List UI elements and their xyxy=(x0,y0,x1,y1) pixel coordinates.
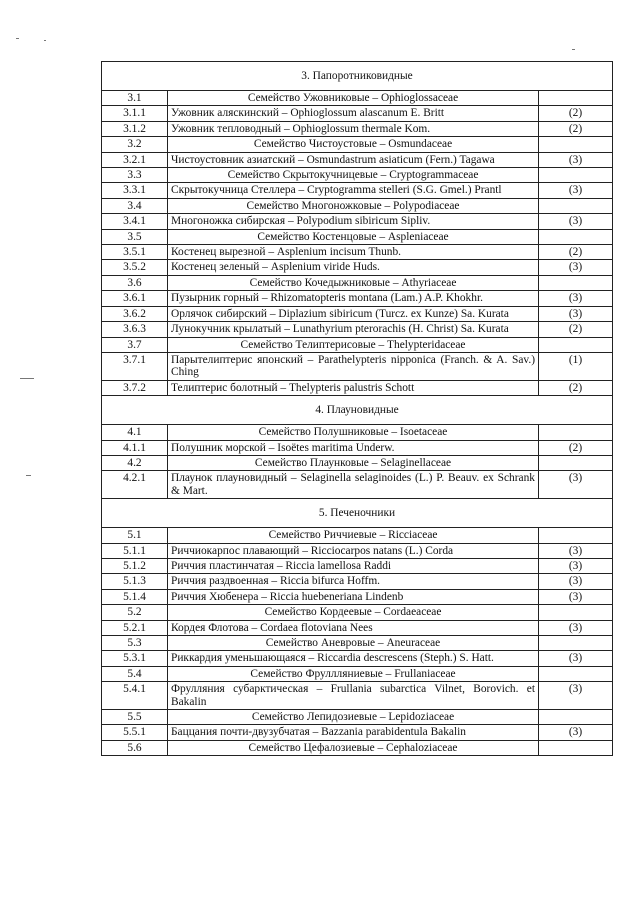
species-row xyxy=(102,121,613,136)
status-category xyxy=(539,740,613,755)
family-row xyxy=(102,168,613,183)
status-category: (3) xyxy=(539,589,613,604)
scan-speck xyxy=(572,49,575,50)
species-number: 3.7.1 xyxy=(102,352,168,380)
status-category: (1) xyxy=(539,352,613,380)
family-number: 3.6 xyxy=(102,275,168,290)
status-category: (3) xyxy=(539,682,613,710)
status-category xyxy=(539,168,613,183)
family-number: 5.2 xyxy=(102,605,168,620)
species-name: Костенец зеленый – Asplenium viride Huds. xyxy=(168,260,539,275)
species-name: Риччия Хюбенера – Riccia huebeneriana Lindenb xyxy=(168,589,539,604)
family-row xyxy=(102,455,613,470)
species-name: Скрытокучница Стеллера – Cryptogramma stelleri (S.G. Gmel.) Prantl xyxy=(168,183,539,198)
family-row xyxy=(102,91,613,106)
family-name: Семейство Кочедыжниковые – Athyriaceae xyxy=(168,275,539,290)
species-number: 5.2.1 xyxy=(102,620,168,635)
species-row xyxy=(102,682,613,710)
species-number: 3.5.1 xyxy=(102,245,168,260)
family-name: Семейство Аневровые – Aneuraceae xyxy=(168,636,539,651)
species-row xyxy=(102,291,613,306)
species-number: 3.2.1 xyxy=(102,152,168,167)
status-category xyxy=(539,425,613,440)
species-number: 5.1.1 xyxy=(102,543,168,558)
species-row xyxy=(102,322,613,337)
family-name: Семейство Костенцовые – Aspleniaceae xyxy=(168,229,539,244)
family-number: 5.1 xyxy=(102,528,168,543)
status-category: (2) xyxy=(539,121,613,136)
status-category: (3) xyxy=(539,651,613,666)
family-number: 4.2 xyxy=(102,455,168,470)
species-name: Риччиокарпос плавающий – Ricciocarpos natans (L.) Corda xyxy=(168,543,539,558)
family-row xyxy=(102,137,613,152)
status-category: (2) xyxy=(539,106,613,121)
family-name: Семейство Многоножковые – Polypodiaceae xyxy=(168,198,539,213)
family-name: Семейство Скрытокучницевые – Cryptogrammaceae xyxy=(168,168,539,183)
family-name: Семейство Риччиевые – Ricciaceae xyxy=(168,528,539,543)
status-category xyxy=(539,275,613,290)
rare-species-table xyxy=(101,61,613,756)
species-name: Ужовник тепловодный – Ophioglossum thermale Kom. xyxy=(168,121,539,136)
family-number: 4.1 xyxy=(102,425,168,440)
family-row xyxy=(102,740,613,755)
species-name: Пузырник горный – Rhizomatopteris montana (Lam.) A.P. Khokhr. xyxy=(168,291,539,306)
species-number: 5.1.4 xyxy=(102,589,168,604)
species-number: 4.2.1 xyxy=(102,471,168,499)
status-category: (3) xyxy=(539,291,613,306)
section-header-row xyxy=(102,62,613,91)
species-row xyxy=(102,589,613,604)
species-row xyxy=(102,471,613,499)
family-row xyxy=(102,605,613,620)
scan-speck xyxy=(16,38,19,39)
species-row xyxy=(102,214,613,229)
family-row xyxy=(102,425,613,440)
status-category: (3) xyxy=(539,214,613,229)
scan-speck xyxy=(26,475,31,476)
status-category: (3) xyxy=(539,260,613,275)
species-row xyxy=(102,380,613,395)
status-category xyxy=(539,229,613,244)
status-category xyxy=(539,710,613,725)
section-title: 5. Печеночники xyxy=(102,499,613,528)
status-category: (3) xyxy=(539,574,613,589)
family-number: 3.5 xyxy=(102,229,168,244)
status-category: (2) xyxy=(539,440,613,455)
species-number: 5.3.1 xyxy=(102,651,168,666)
table-body xyxy=(102,62,613,756)
species-row xyxy=(102,725,613,740)
species-name: Полушник морской – Isoëtes maritima Underw. xyxy=(168,440,539,455)
species-row xyxy=(102,352,613,380)
section-title: 4. Плауновидные xyxy=(102,396,613,425)
family-name: Семейство Телиптерисовые – Thelypteridaceae xyxy=(168,337,539,352)
family-row xyxy=(102,710,613,725)
family-number: 5.5 xyxy=(102,710,168,725)
species-number: 3.4.1 xyxy=(102,214,168,229)
family-name: Семейство Плаунковые – Selaginellaceae xyxy=(168,455,539,470)
status-category: (3) xyxy=(539,183,613,198)
section-header-row xyxy=(102,499,613,528)
status-category: (2) xyxy=(539,380,613,395)
species-row xyxy=(102,543,613,558)
status-category xyxy=(539,636,613,651)
status-category: (3) xyxy=(539,152,613,167)
status-category xyxy=(539,666,613,681)
species-row xyxy=(102,152,613,167)
species-number: 3.1.2 xyxy=(102,121,168,136)
family-name: Семейство Полушниковые – Isoetaceae xyxy=(168,425,539,440)
family-number: 3.2 xyxy=(102,137,168,152)
status-category xyxy=(539,605,613,620)
species-row xyxy=(102,620,613,635)
species-name: Плаунок плауновидный – Selaginella selaginoides (L.) P. Beauv. ex Schrank & Mart. xyxy=(168,471,539,499)
family-row xyxy=(102,337,613,352)
family-number: 5.6 xyxy=(102,740,168,755)
section-title: 3. Папоротниковидные xyxy=(102,62,613,91)
species-row xyxy=(102,440,613,455)
family-number: 3.3 xyxy=(102,168,168,183)
family-row xyxy=(102,528,613,543)
species-row xyxy=(102,245,613,260)
species-name: Баццания почти-двузубчатая – Bazzania parabidentula Bakalin xyxy=(168,725,539,740)
family-row xyxy=(102,229,613,244)
species-number: 3.6.1 xyxy=(102,291,168,306)
species-row xyxy=(102,651,613,666)
status-category: (3) xyxy=(539,620,613,635)
species-number: 3.7.2 xyxy=(102,380,168,395)
status-category: (3) xyxy=(539,306,613,321)
status-category: (2) xyxy=(539,322,613,337)
species-row xyxy=(102,306,613,321)
species-number: 3.3.1 xyxy=(102,183,168,198)
status-category xyxy=(539,198,613,213)
family-name: Семейство Лепидозиевые – Lepidoziaceae xyxy=(168,710,539,725)
species-name: Риччия раздвоенная – Riccia bifurca Hoffm. xyxy=(168,574,539,589)
family-name: Семейство Кордеевые – Cordaeaceae xyxy=(168,605,539,620)
status-category xyxy=(539,137,613,152)
species-name: Парытелиптерис японский – Parathelypteris nipponica (Franch. & A. Sav.) Ching xyxy=(168,352,539,380)
family-number: 5.4 xyxy=(102,666,168,681)
status-category: (3) xyxy=(539,725,613,740)
species-name: Риччия пластинчатая – Riccia lamellosa Raddi xyxy=(168,558,539,573)
status-category xyxy=(539,528,613,543)
species-name: Кордея Флотова – Cordaea flotoviana Nees xyxy=(168,620,539,635)
species-number: 3.6.3 xyxy=(102,322,168,337)
family-row xyxy=(102,198,613,213)
scan-speck xyxy=(44,40,46,41)
family-number: 3.1 xyxy=(102,91,168,106)
species-number: 4.1.1 xyxy=(102,440,168,455)
species-name: Чистоустовник азиатский – Osmundastrum asiaticum (Fern.) Tagawa xyxy=(168,152,539,167)
family-number: 5.3 xyxy=(102,636,168,651)
scan-speck xyxy=(20,378,34,379)
section-header-row xyxy=(102,396,613,425)
species-name: Телиптерис болотный – Thelypteris palustris Schott xyxy=(168,380,539,395)
family-row xyxy=(102,666,613,681)
species-number: 5.4.1 xyxy=(102,682,168,710)
species-name: Костенец вырезной – Asplenium incisum Thunb. xyxy=(168,245,539,260)
species-name: Фрулляния субарктическая – Frullania subarctica Vilnet, Borovich. et Bakalin xyxy=(168,682,539,710)
species-name: Ужовник аляскинский – Ophioglossum alascanum E. Britt xyxy=(168,106,539,121)
family-row xyxy=(102,275,613,290)
status-category xyxy=(539,337,613,352)
species-name: Риккардия уменьшающаяся – Riccardia descrescens (Steph.) S. Hatt. xyxy=(168,651,539,666)
status-category xyxy=(539,91,613,106)
status-category: (3) xyxy=(539,543,613,558)
family-name: Семейство Ужовниковые – Ophioglossaceae xyxy=(168,91,539,106)
status-category: (3) xyxy=(539,471,613,499)
species-row xyxy=(102,260,613,275)
status-category: (3) xyxy=(539,558,613,573)
species-row xyxy=(102,558,613,573)
family-name: Семейство Чистоустовые – Osmundaceae xyxy=(168,137,539,152)
status-category xyxy=(539,455,613,470)
status-category: (2) xyxy=(539,245,613,260)
species-number: 5.1.3 xyxy=(102,574,168,589)
species-name: Лунокучник крылатый – Lunathyrium pterorachis (H. Christ) Sa. Kurata xyxy=(168,322,539,337)
species-number: 3.6.2 xyxy=(102,306,168,321)
family-number: 3.4 xyxy=(102,198,168,213)
species-number: 3.5.2 xyxy=(102,260,168,275)
family-name: Семейство Фруллляниевые – Frullaniaceae xyxy=(168,666,539,681)
family-number: 3.7 xyxy=(102,337,168,352)
family-name: Семейство Цефалозиевые – Cephaloziaceae xyxy=(168,740,539,755)
species-row xyxy=(102,574,613,589)
species-name: Орлячок сибирский – Diplazium sibiricum (Turcz. ex Kunze) Sa. Kurata xyxy=(168,306,539,321)
species-row xyxy=(102,106,613,121)
species-name: Многоножка сибирская – Polypodium sibiricum Sipliv. xyxy=(168,214,539,229)
species-number: 5.1.2 xyxy=(102,558,168,573)
species-row xyxy=(102,183,613,198)
species-number: 5.5.1 xyxy=(102,725,168,740)
family-row xyxy=(102,636,613,651)
species-number: 3.1.1 xyxy=(102,106,168,121)
